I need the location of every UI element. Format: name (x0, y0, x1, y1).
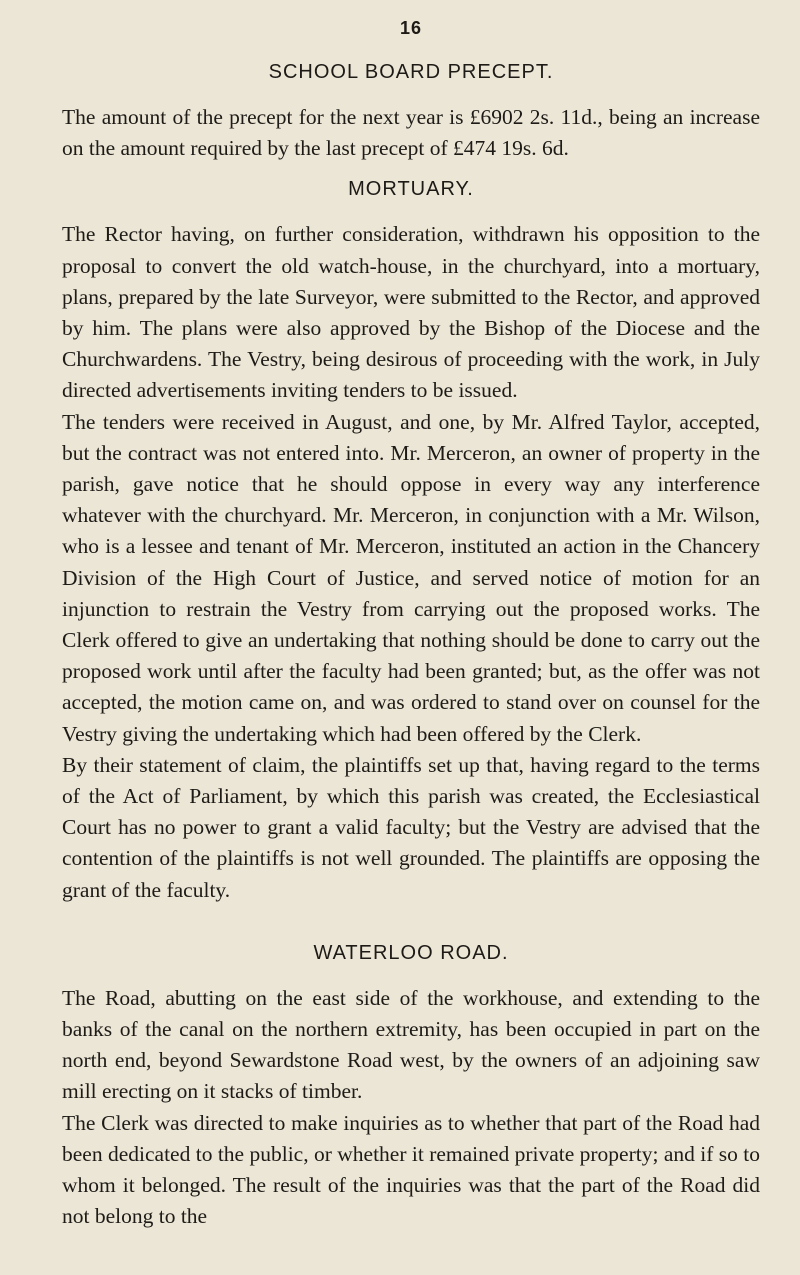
section-heading: WATERLOO ROAD. (313, 941, 509, 964)
paragraph: The Road, abutting on the east side of the workhouse, and extending to the banks of the canal on the northern extremity, has been occupied in part on the north end, beyond Sewardstone Road west, by the owners of an adjoining saw mill erecting on it stacks of timber. (62, 985, 760, 1104)
paragraph: The Clerk was directed to make inquiries as to whether that part of the Road had been dedicated to the public, or whether it remained private property; and if so to whom it belonged. The result of the inquiries was that the part of the Road did not belong to the (62, 1110, 760, 1229)
paragraph: By their statement of claim, the plaintiffs set up that, having regard to the terms of the Act of Parliament, by which this parish was created, the Ecclesiastical Court has no power to grant a valid faculty; but the Vestry are advised that the contention of the plaintiffs is not well grounded. The plaintiffs are opposing the grant of the faculty. (62, 752, 760, 902)
paragraph: The amount of the precept for the next year is £6902 2s. 11d., being an increase on the amount required by the last precept of £474 19s. 6d. (62, 105, 760, 161)
section-school-board-precept (62, 61, 760, 164)
section-heading: MORTUARY. (348, 178, 474, 201)
section-mortuary (62, 178, 760, 905)
section-heading: SCHOOL BOARD PRECEPT. (268, 61, 554, 83)
page-number: 16 (399, 18, 423, 38)
section-waterloo-road (62, 942, 760, 1233)
paragraph: The tenders were received in August, and one, by Mr. Alfred Taylor, accepted, but the contract was not entered into. Mr. Merceron, an owner of property in the parish, gave notice that he should oppose in every way any interference whatever with the churchyard. Mr. Merceron, in conjunction with a Mr. Wilson, who is a lessee and tenant of Mr. Merceron, instituted an action in the Chancery Division of the High Court of Justice, and served notice of motion for an injunction to restrain the Vestry from carrying out the proposed works. The Clerk offered to give an undertaking that nothing should be done to carry out the proposed work until after the faculty had been granted; but, as the offer was not accepted, the motion came on, and was ordered to stand over on counsel for the Vestry giving the undertaking which had been offered by the Clerk. (62, 409, 760, 746)
paragraph: The Rector having, on further consideration, withdrawn his opposition to the proposal to convert the old watch-house, in the churchyard, into a mortuary, plans, prepared by the late Surveyor, were submitted to the Rector, and approved by him. The plans were also approved by the Bishop of the Diocese and the Churchwardens. The Vestry, being desirous of proceeding with the work, in July directed advertisements inviting tenders to be issued. (62, 222, 760, 403)
